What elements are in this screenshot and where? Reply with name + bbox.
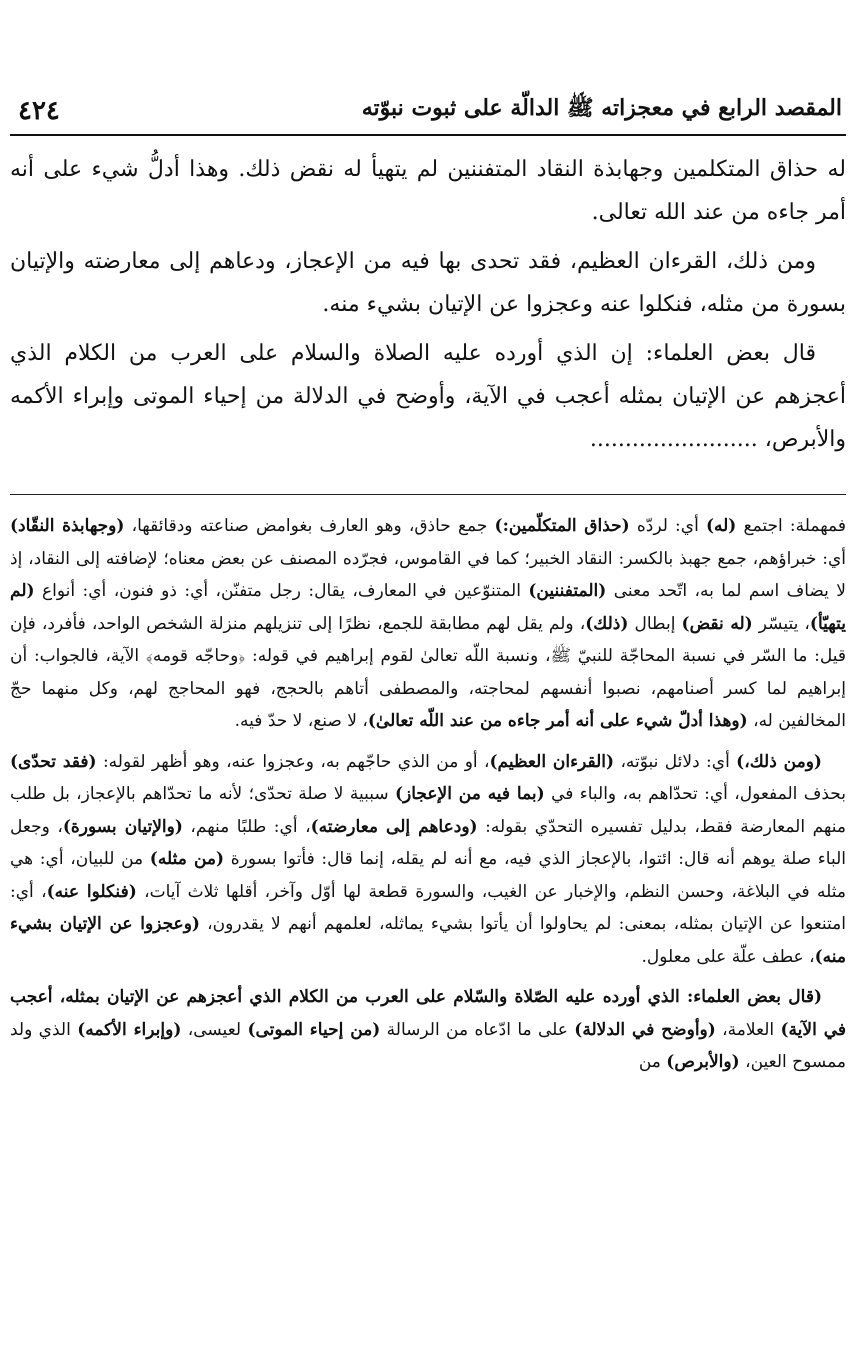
commentary-text: ، أي: طلبًا منهم، bbox=[182, 816, 311, 837]
quoted-phrase: (له نقض) bbox=[681, 613, 753, 634]
main-text-paragraph: له حذاق المتكلمين وجهابذة النقاد المتفننين لم يتهيأ له نقض ذلك. وهذا أدلُّ شيء على أنه أمر جاءه من عند الله تعالى. bbox=[10, 157, 846, 225]
main-text-paragraph: قال بعض العلماء: إن الذي أورده عليه الصلاة والسلام على العرب من الكلام الذي أعجزهم عن الإتيان بمثله أعجب في الآية، وأوضح في الدلالة من إحياء الموتى وإبراء الأكمه والأبرص، ........................ bbox=[10, 341, 846, 452]
commentary-text: المتنوّعين في المعارف، يقال: رجل متفنّن، أي: ذو فنون، أي: أنواع bbox=[34, 581, 529, 601]
commentary-text: ، أي: امتنعوا عن الإتيان بمثله، بمعنى: لم يحاولوا أن يأتوا بشيء يماثله، لعلمهم أنهم لا يقدرون، bbox=[10, 881, 847, 934]
commentary-paragraph bbox=[10, 746, 846, 974]
quoted-phrase: (لم يتهيّأ) bbox=[10, 581, 846, 634]
commentary-text: ، يتيسّر bbox=[752, 613, 810, 634]
commentary-text: لعيسى، bbox=[181, 1019, 248, 1040]
quoted-phrase: (وإبراء الأكمه) bbox=[77, 1019, 182, 1040]
running-header bbox=[10, 86, 846, 126]
quoted-phrase: (من مثله) bbox=[149, 849, 225, 869]
quoted-phrase: (والأبرص) bbox=[666, 1052, 740, 1072]
commentary-text: ، عطف علّة على معلول. bbox=[641, 946, 815, 967]
quoted-phrase: (ذلك) bbox=[585, 613, 629, 634]
quoted-phrase: (وجهابذة النقّاد) bbox=[10, 516, 125, 536]
commentary-text: ، وجعل الباء صلة يوهم أنه قال: ائتوا، بالإعجاز الذي فيه، مع أنه لم يقله، إنما قال: فأتوا بسورة bbox=[10, 816, 847, 869]
commentary-text: سببية لا صلة تحدّى؛ لأنه ما تحدّاهم بالإعجاز، بل طلب منهم المعارضة فقط، بدليل تفسيره التحدّي بقوله: bbox=[10, 784, 846, 837]
commentary-text: على ما ادّعاه من الرسالة bbox=[380, 1019, 575, 1040]
commentary-text: ، لا صنع، لا حدّ فيه. bbox=[234, 711, 368, 731]
main-text-paragraph: ومن ذلك، القرءان العظيم، فقد تحدى بها فيه من الإعجاز، ودعاهم إلى معارضته والإتيان بسورة من مثله، فنكلوا عنه وعجزوا عن الإتيان بشيء منه. bbox=[10, 249, 846, 317]
quoted-phrase: (حذاق المتكلّمين:) bbox=[494, 516, 630, 536]
quoted-phrase: (من إحياء الموتى) bbox=[247, 1019, 381, 1040]
commentary-text: ، أو من الذي حاجّهم به، وعجزوا عنه، وهو أظهر لقوله: bbox=[96, 751, 490, 772]
quoted-phrase: (له) bbox=[705, 516, 737, 536]
quoted-phrase: (القرءان العظيم) bbox=[489, 751, 615, 772]
commentary-text: الذي ولد ممسوح العين، bbox=[10, 1019, 846, 1072]
header-title: المقصد الرابع في معجزاته ﷺ الدالّة على ثبوت نبوّته bbox=[361, 95, 842, 121]
commentary-text: أي: خبراؤهم، جمع جهبذ بالكسر: النقاد الخبير؛ كما في القاموس، فجرّده المصنف عن بعض معناه؛ لإضافته إلى النقاد، إذ لا يضاف اسم لما به، اتّحد معنى bbox=[10, 548, 847, 601]
commentary-text: أي: دلائل نبوّته، bbox=[614, 751, 737, 772]
book-page bbox=[10, 0, 846, 1363]
commentary-text: ، ولم يقل لهم مطابقة للجمع، نظرًا إلى تنزيلهم منزلة الشخص الواحد، فأفرد، فإن قيل: ما السّر في نسبة المحاجّة للنبيّ ﷺ، ونسبة اللّه تعالىٰ لقوم إبراهيم في قوله: ﴿وحاجّه قومه﴾ الآية، فالجواب: أن إبراهيم لما كسر أصنامهم، نصبوا أنفسهم لمحاجته، والمصطفى أتاهم بالحجج، فهو المحاجج لهم، وكل منهما حجّ المخالفين له، bbox=[10, 613, 846, 731]
quoted-phrase: (والإتيان بسورة) bbox=[62, 816, 183, 837]
commentary-text: فمهملة: اجتمع bbox=[736, 516, 847, 536]
quoted-phrase: (قال بعض العلماء: الذي أورده عليه الصّلاة والسّلام على العرب من الكلام الذي أعجزهم عن الإتيان بمثله، أعجب في الآية) bbox=[10, 987, 846, 1040]
main-text bbox=[10, 148, 846, 467]
quoted-phrase: (وأوضح في الدلالة) bbox=[574, 1019, 716, 1040]
commentary-text: من bbox=[638, 1052, 667, 1072]
commentary-text: العلامة، bbox=[715, 1019, 781, 1040]
quoted-phrase: (فقد تحدّى) bbox=[10, 751, 97, 772]
commentary bbox=[10, 510, 846, 1087]
quoted-phrase: (المتفننين) bbox=[528, 581, 607, 601]
footnote-separator bbox=[10, 494, 846, 495]
quoted-phrase: (فنكلوا عنه) bbox=[46, 881, 137, 902]
page-number: ٤٢٤ bbox=[18, 96, 60, 126]
quoted-phrase: (ودعاهم إلى معارضته) bbox=[310, 816, 478, 837]
commentary-text: أي: لردّه bbox=[629, 516, 706, 536]
commentary-text: إبطال bbox=[628, 613, 682, 634]
quoted-phrase: (وهذا أدلّ شيء على أنه أمر جاءه من عند اللّه تعالىٰ) bbox=[367, 711, 748, 731]
commentary-text: بحذف المفعول، أي: تحدّاهم به، والباء في bbox=[544, 784, 846, 804]
header-rule bbox=[10, 134, 846, 136]
commentary-text: من للبيان، أي: هي مثله في البلاغة، وحسن النظم، والإخبار عن الغيب، والسورة قطعة لها أوّل وآخر، أقلها ثلاث آيات، bbox=[10, 849, 846, 902]
commentary-paragraph bbox=[10, 510, 846, 738]
quoted-phrase: (وعجزوا عن الإتيان بشيء منه) bbox=[10, 914, 846, 967]
commentary-text: جمع حاذق، وهو العارف بغوامض صناعته ودقائقها، bbox=[124, 516, 495, 536]
quoted-phrase: (بما فيه من الإعجاز) bbox=[394, 784, 545, 804]
quoted-phrase: (ومن ذلك،) bbox=[736, 751, 822, 772]
commentary-paragraph bbox=[10, 981, 846, 1079]
